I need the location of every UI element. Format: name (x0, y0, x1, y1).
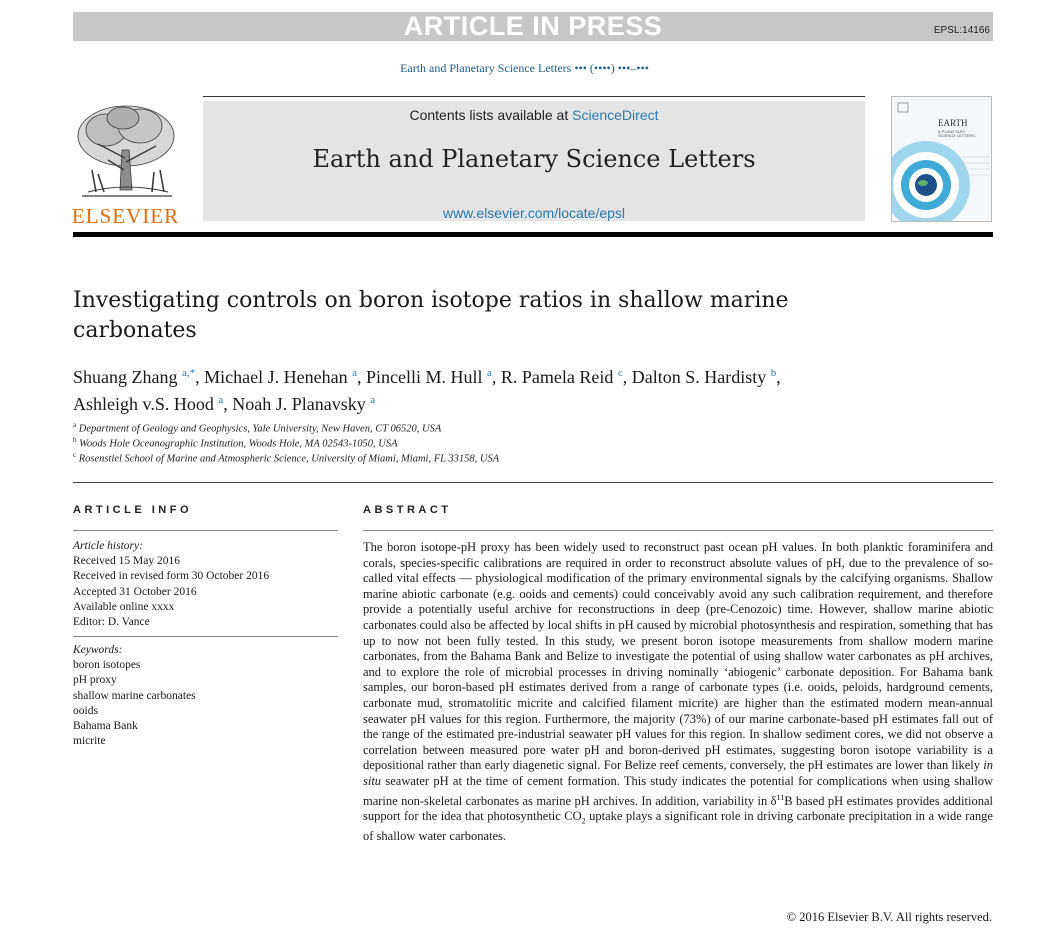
author-affil-mark[interactable]: c (617, 367, 623, 379)
author-affil-mark[interactable]: a (352, 367, 357, 379)
isotope-superscript: 11 (776, 792, 785, 802)
author-6: Ashleigh v.S. Hood $^a$, (73, 394, 233, 414)
history-item: Available online xxxx (73, 600, 175, 613)
article-history (73, 539, 338, 630)
author-affil-mark[interactable]: a,* (181, 367, 196, 379)
section-divider (73, 482, 993, 483)
author-affil-mark[interactable]: a (370, 394, 376, 406)
keyword-item: boron isotopes (73, 659, 141, 672)
author-name[interactable]: Pincelli M. Hull (365, 367, 483, 387)
affiliation-c (73, 451, 773, 465)
keyword-item: pH proxy (73, 674, 117, 687)
author-4: R. Pamela Reid $^c$, (500, 367, 632, 387)
keywords-label: Keywords: (73, 644, 123, 656)
affiliation-text: Department of Geology and Geophysics, Yale University, New Haven, CT 06520, USA (78, 423, 442, 435)
history-item: Accepted 31 October 2016 (73, 585, 197, 598)
header-top-rule (203, 96, 865, 97)
co2-subscript: 2 (581, 816, 586, 826)
cover-title-line-3: SCIENCE LETTERS (938, 133, 975, 138)
author-affil-mark[interactable]: b (770, 367, 777, 379)
abstract-heading: ABSTRACT (363, 504, 452, 516)
author-1: Shuang Zhang $^{a,*}$, (73, 367, 205, 387)
contents-prefix: Contents lists available at (409, 107, 573, 123)
affiliation-a (73, 421, 773, 435)
article-code: EPSL:14166 (933, 25, 990, 36)
keyword-item: ooids (73, 704, 98, 717)
affiliation-mark: c (73, 451, 77, 459)
affiliation-mark: a (73, 421, 77, 429)
journal-cover-thumbnail (891, 96, 992, 222)
author-list (73, 362, 833, 416)
history-item: Received in revised form 30 October 2016 (73, 570, 270, 583)
article-info-rule (73, 530, 338, 531)
author-name[interactable]: Shuang Zhang (73, 367, 178, 387)
abstract-text: The boron isotope-pH proxy has been widely used to reconstruct past ocean pH values. In both planktic foraminifera and corals, species-specific calibrations are required in order to reconstruct absolute values of pH, due to the prevalence of so-called vital effects — physiological modification of the primary environmental signals by the calcifying organisms. Shallow marine abiotic carbonate (e.g. ooids and cements) could conceivably avoid any such calibration requirement, and therefore provide a potentially useful archive for reconstructions in deep (pre-Cenozoic) time. However, shallow marine abiotic carbonates could also be affected by local shifts in pH caused by microbial photosynthesis and respiration, something that has up to now not been fully tested. In this study, we present boron isotope measurements from shallow modern marine carbonates, from the Bahama Bank and Belize to investigate the potential of using shallow water carbonates as pH archives, and to explore the role of microbial processes in driving nominally ‘abiogenic’ carbonate deposition. For Bahama bank samples, our boron-based pH estimates derived from a range of carbonate types (i.e. ooids, peloids, hardground cements, carbonate mud, stromatolitic micrite and calcified filament micrite) are higher than the estimated modern mean-annual seawater pH values for this region. Furthermore, the majority (73%) of our marine carbonate-based pH estimates fall out of the range of the estimated pre-industrial seawater pH values for this region. In shallow sediment cores, we did not observe a correlation between measured pore water pH and boron-derived pH estimates, suggesting boron isotope variability is a depositional rather than early diagenetic signal. For Belize reef cements, conversely, the pH estimates are lower than likely in situ seawater pH at the time of cement formation. This study indicates the potential for complications when using shallow marine non-skeletal carbonates as marine pH archives. In addition, variability in $\delta^{11}B$ based pH estimates provides additional support for the idea that photosynthetic $CO_2$ uptake plays a significant role in driving carbonate precipitation in a wide range of shallow water carbonates. (363, 540, 993, 844)
cover-title-line-2: & PLANETARY (938, 129, 966, 134)
keyword-item: Bahama Bank (73, 720, 138, 733)
author-3: Pincelli M. Hull $^a$, (365, 367, 501, 387)
cover-title-line-1: EARTH (938, 118, 968, 128)
history-item: Received 15 May 2016 (73, 555, 180, 568)
header-thick-rule (73, 232, 993, 237)
author-name[interactable]: Michael J. Henehan (204, 367, 348, 387)
author-name[interactable]: Ashleigh v.S. Hood (73, 394, 214, 414)
journal-name: Earth and Planetary Science Letters (312, 145, 756, 173)
keywords-rule (73, 636, 338, 637)
article-history-label: Article history: (73, 540, 143, 552)
keyword-item: micrite (73, 735, 106, 748)
sciencedirect-link[interactable]: ScienceDirect (572, 107, 659, 123)
author-5: Dalton S. Hardisty $^b$, (631, 367, 781, 387)
author-7 (232, 394, 375, 414)
author-name[interactable]: Noah J. Planavsky (232, 394, 366, 414)
keywords (73, 643, 338, 749)
author-name[interactable]: Dalton S. Hardisty (631, 367, 767, 387)
author-2: Michael J. Henehan $^a$, (204, 367, 366, 387)
affiliation-text: Woods Hole Oceanographic Institution, Woods Hole, MA 02543-1050, USA (79, 438, 398, 450)
author-affil-mark[interactable]: a (218, 394, 224, 406)
keyword-item: shallow marine carbonates (73, 689, 196, 702)
journal-reference-link[interactable]: Earth and Planetary Science Letters ••• (••••) •••–••• (400, 61, 649, 75)
article-in-press-label: ARTICLE IN PRESS (403, 11, 663, 41)
article-in-press-banner (73, 12, 993, 41)
elsevier-wordmark: ELSEVIER (71, 204, 180, 228)
author-name[interactable]: R. Pamela Reid (500, 367, 614, 387)
cover-subtitle (938, 130, 975, 138)
abstract-rule (363, 530, 993, 531)
elsevier-logo (68, 100, 183, 226)
abstract-italic-in-situ: in situ (363, 758, 993, 788)
contents-available-line (203, 107, 865, 123)
journal-header (203, 101, 865, 221)
article-title: Investigating controls on boron isotope ratios in shallow marine carbonates (73, 288, 789, 343)
affiliation-mark: b (73, 436, 77, 444)
history-item: Editor: D. Vance (73, 616, 150, 629)
cover-title (938, 119, 967, 128)
affiliation-text: Rosenstiel School of Marine and Atmospheric Science, University of Miami, Miami, FL 33158, USA (78, 453, 500, 465)
elsevier-tree-icon (68, 100, 183, 204)
article-info-heading: ARTICLE INFO (73, 504, 192, 516)
cover-art-icon (892, 97, 992, 222)
copyright-notice: © 2016 Elsevier B.V. All rights reserved. (786, 910, 992, 924)
journal-url-link[interactable]: www.elsevier.com/locate/epsl (442, 205, 626, 221)
author-affil-mark[interactable]: a (486, 367, 492, 379)
affiliation-b (73, 436, 773, 450)
